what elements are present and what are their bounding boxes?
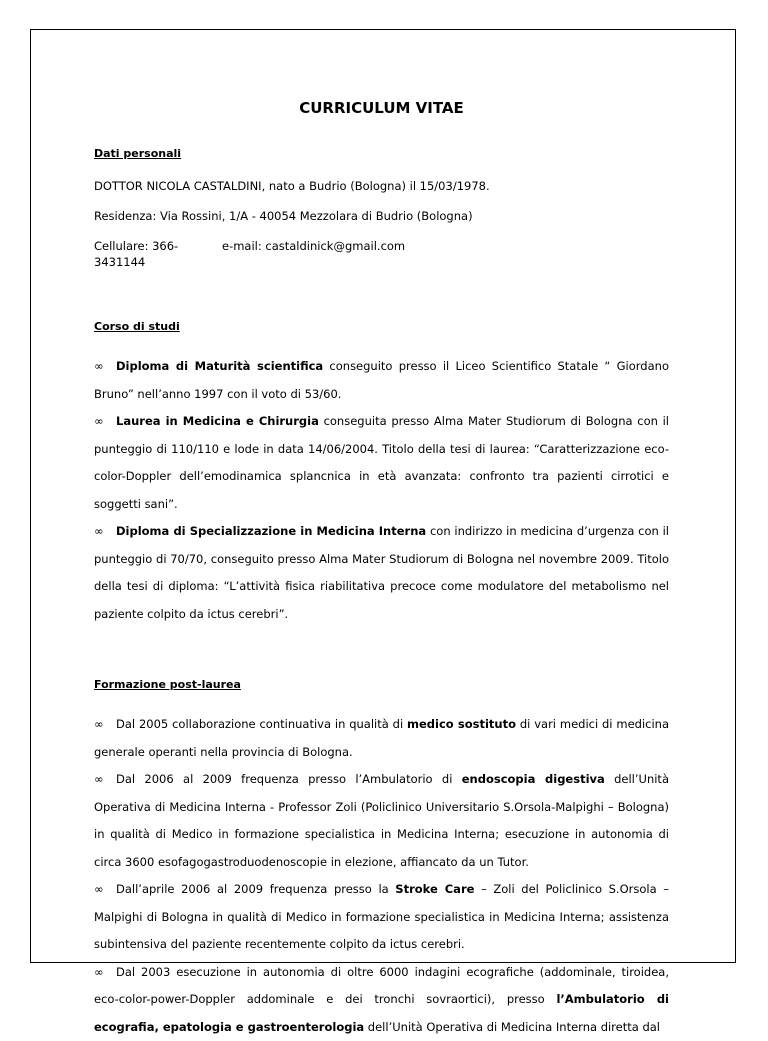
infinity-bullet-icon: ∞ xyxy=(94,518,116,546)
infinity-bullet-icon: ∞ xyxy=(94,408,116,436)
cv-document xyxy=(94,99,669,1041)
item-text: conseguita presso Alma Mater Studiorum di Bologna con il punteggio di 110/110 e lode in data 14/06/2004. Titolo della tesi di laurea: “Caratterizzazione eco-color-Doppler dell’emodinamica splancnica in età avanzata: confronto tra pazienti cirrotici e soggetti sani”. xyxy=(94,414,669,511)
item-text: con indirizzo in medicina d’urgenza con il punteggio di 70/70, conseguito presso Alma Mater Studiorum di Bologna nel novembre 2009. Titolo della tesi di diploma: “L’attività fisica riabilitativa precoce come modulatore del metabolismo nel paziente colpito da ictus cerebri”. xyxy=(94,524,669,621)
studies-section xyxy=(94,319,669,628)
item-bold-text: endoscopia digestiva xyxy=(462,772,605,786)
infinity-bullet-icon: ∞ xyxy=(94,711,116,739)
item-bold-text: Diploma di Maturità scientifica xyxy=(116,359,323,373)
item-text: Dall’aprile 2006 al 2009 frequenza presso la xyxy=(116,882,395,896)
phone-number: Cellulare: 366-3431144 xyxy=(94,238,222,270)
item-text: Dal 2006 al 2009 frequenza presso l’Ambulatorio di xyxy=(116,772,462,786)
personal-heading: Dati personali xyxy=(94,146,669,162)
list-item xyxy=(94,353,669,408)
item-text: – Zoli del Policlinico S.Orsola – Malpighi di Bologna in qualità di Medico in formazione specialistica in Medicina Interna; assistenza subintensiva del paziente recentemente colpito da ictus cerebri. xyxy=(94,882,669,951)
list-item xyxy=(94,959,669,1041)
item-text: conseguito presso il Liceo Scientifico Statale “ Giordano Bruno” nell’anno 1997 con il voto di 53/60. xyxy=(94,359,669,401)
contact-line xyxy=(94,238,669,270)
infinity-bullet-icon: ∞ xyxy=(94,876,116,904)
personal-section xyxy=(94,146,669,270)
personal-name-line: DOTTOR NICOLA CASTALDINI, nato a Budrio (Bologna) il 15/03/1978. xyxy=(94,178,669,194)
item-bold-text: l’Ambulatorio di ecografia, epatologia e gastroenterologia xyxy=(94,992,669,1034)
item-bold-text: Laurea in Medicina e Chirurgia xyxy=(116,414,319,428)
item-bold-text: Stroke Care xyxy=(395,882,474,896)
item-text: Dal 2005 collaborazione continuativa in qualità di xyxy=(116,717,407,731)
infinity-bullet-icon: ∞ xyxy=(94,353,116,381)
item-text: di vari medici di medicina generale operanti nella provincia di Bologna. xyxy=(94,717,669,759)
list-item xyxy=(94,711,669,766)
list-item xyxy=(94,408,669,518)
postlaurea-section xyxy=(94,677,669,1041)
item-bold-text: medico sostituto xyxy=(407,717,516,731)
list-item xyxy=(94,518,669,628)
postlaurea-heading: Formazione post-laurea xyxy=(94,677,669,693)
document-title: CURRICULUM VITAE xyxy=(94,99,669,117)
personal-residence-line: Residenza: Via Rossini, 1/A - 40054 Mezzolara di Budrio (Bologna) xyxy=(94,208,669,224)
item-text: dell’Unità Operativa di Medicina Interna - Professor Zoli (Policlinico Universitario S.Orsola-Malpighi – Bologna) in qualità di Medico in formazione specialistica in Medicina Interna; esecuzione in autonomia di circa 3600 esofagogastroduodenoscopie in elezione, affiancato da un Tutor. xyxy=(94,772,669,869)
email-address: e-mail: castaldinick@gmail.com xyxy=(222,238,405,270)
postlaurea-list xyxy=(94,711,669,1041)
item-bold-text: Diploma di Specializzazione in Medicina Interna xyxy=(116,524,426,538)
studies-list xyxy=(94,353,669,628)
studies-heading: Corso di studi xyxy=(94,319,669,335)
list-item xyxy=(94,876,669,959)
infinity-bullet-icon: ∞ xyxy=(94,959,116,987)
infinity-bullet-icon: ∞ xyxy=(94,766,116,794)
item-text: dell’Unità Operativa di Medicina Interna diretta dal xyxy=(364,1020,660,1034)
list-item xyxy=(94,766,669,876)
item-text: Dal 2003 esecuzione in autonomia di oltre 6000 indagini ecografiche (addominale, tiroidea, eco-color-power-Doppler addominale e dei tronchi sovraortici), presso xyxy=(94,965,669,1007)
